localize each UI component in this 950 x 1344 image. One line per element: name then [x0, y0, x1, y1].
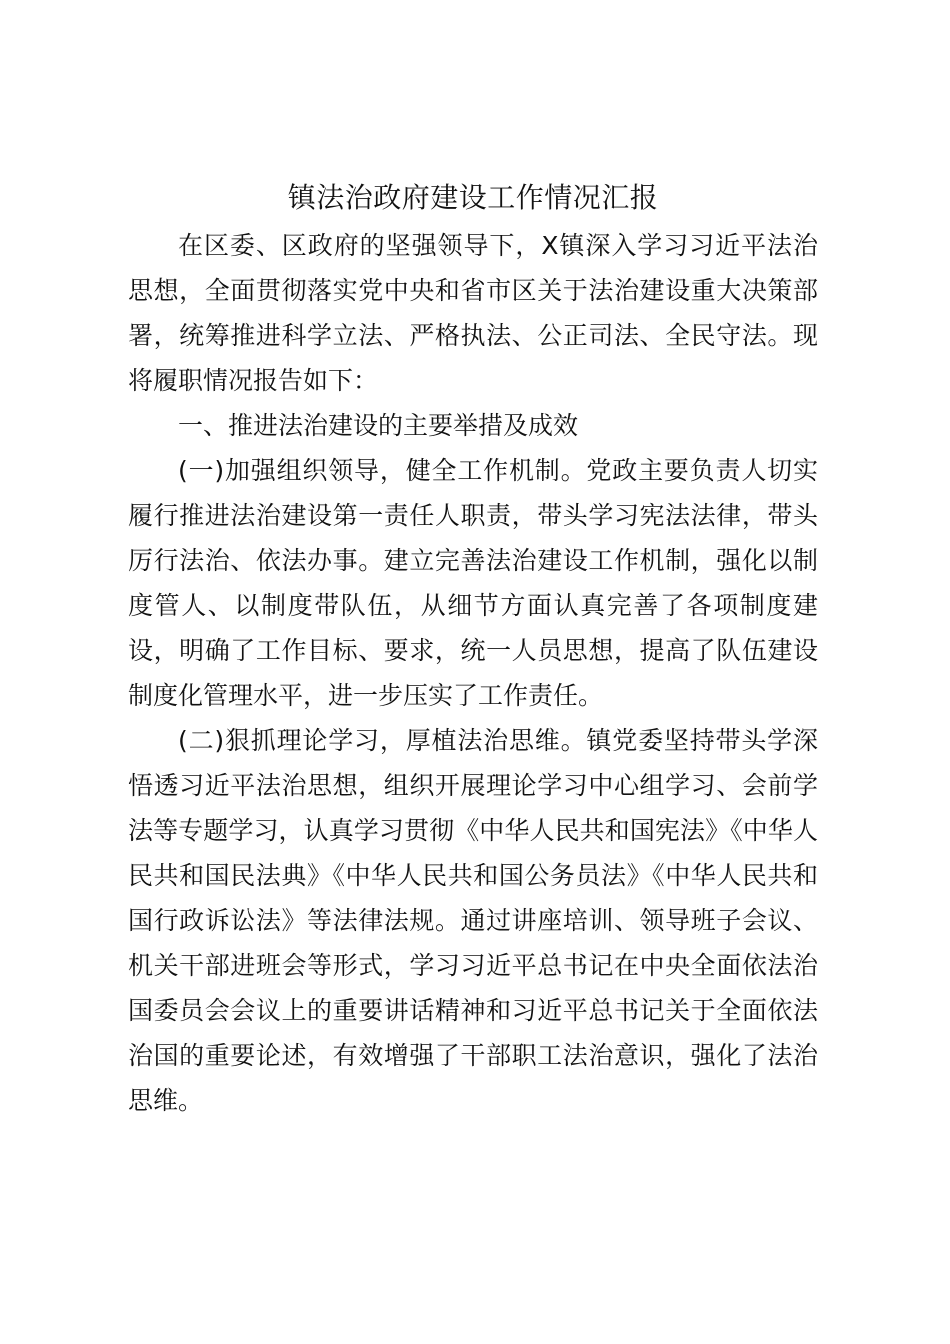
- document-body: [128, 175, 818, 1123]
- section-heading: 一、推进法治建设的主要举措及成效: [178, 411, 579, 440]
- subsection-organization-paragraph: (一)加强组织领导，健全工作机制。党政主要负责人切实履行推进法治建设第一责任人职责，带头学习宪法法律，带头厉行法治、依法办事。建立完善法治建设工作机制，强化以制度管人、以制度带队伍，从细节方面认真完善了各项制度建设，明确了工作目标、要求，统一人员思想，提高了队伍建设制度化管理水平，进一步压实了工作责任。: [128, 456, 818, 710]
- intro-paragraph: 在区委、区政府的坚强领导下，X镇深入学习习近平法治思想，全面贯彻落实党中央和省市区关于法治建设重大决策部署，统筹推进科学立法、严格执法、公正司法、全民守法。现将履职情况报告如下：: [128, 231, 818, 395]
- subsection-study-paragraph: (二)狠抓理论学习，厚植法治思维。镇党委坚持带头学深悟透习近平法治思想，组织开展理论学习中心组学习、会前学法等专题学习，认真学习贯彻《中华人民共和国宪法》《中华人民共和国民法典》《中华人民共和国公务员法》《中华人民共和国行政诉讼法》等法律法规。通过讲座培训、领导班子会议、机关干部进班会等形式，学习习近平总书记在中央全面依法治国委员会会议上的重要讲话精神和习近平总书记关于全面依法治国的重要论述，有效增强了干部职工法治意识，强化了法治思维。: [128, 726, 818, 1115]
- document-title: 镇法治政府建设工作情况汇报: [287, 181, 659, 214]
